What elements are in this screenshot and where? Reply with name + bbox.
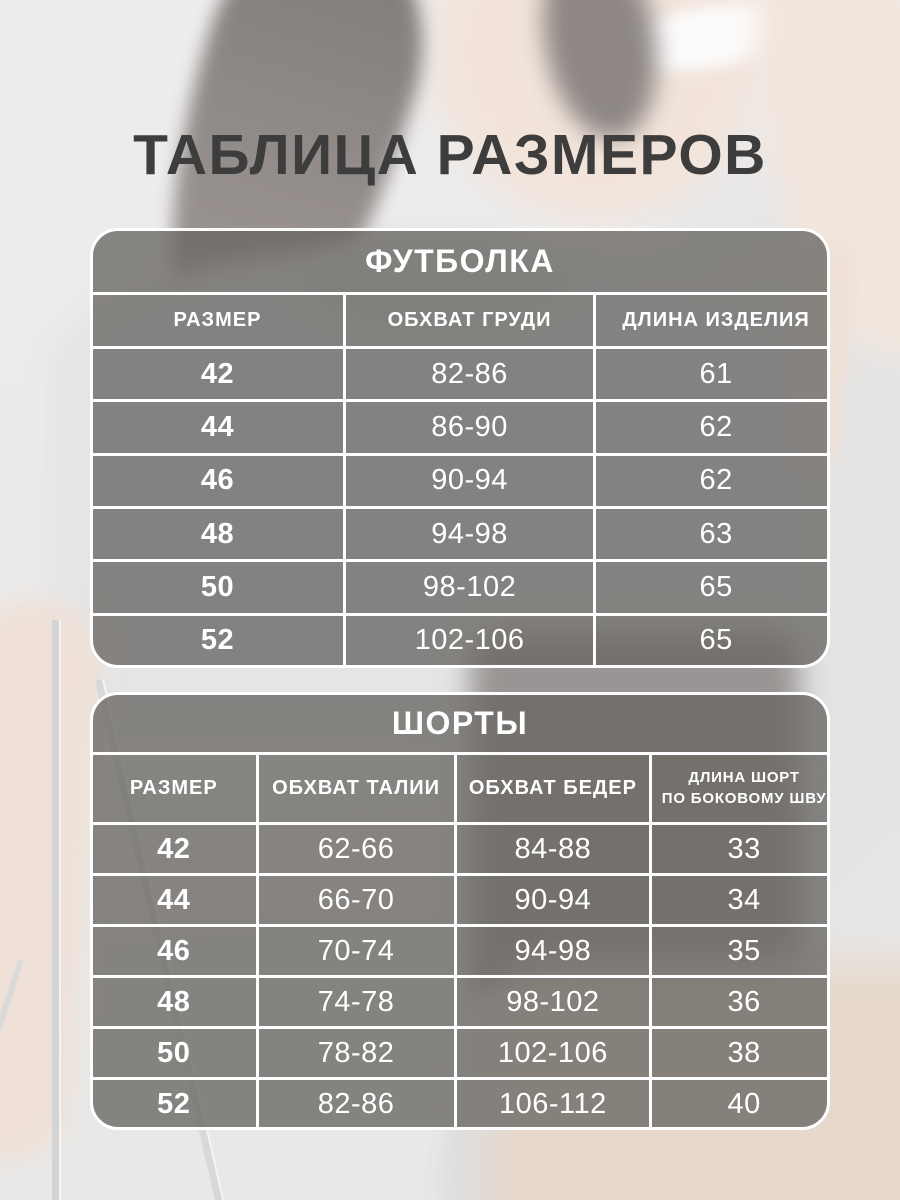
table-row — [91, 926, 831, 977]
column-header-hips: ОБХВАТ БЕДЕР — [455, 754, 651, 824]
table-row — [91, 454, 831, 507]
chest-cell: 82-86 — [344, 348, 594, 401]
hips-cell: 94-98 — [455, 926, 651, 977]
table-row — [91, 507, 831, 560]
table-row — [91, 401, 831, 454]
shorts-header-row — [91, 754, 831, 824]
column-header-length: ДЛИНА ИЗДЕЛИЯ — [595, 294, 830, 348]
side-seam-line1: ДЛИНА ШОРТ — [688, 769, 800, 787]
seam-length-cell: 36 — [651, 977, 830, 1028]
column-header-waist: ОБХВАТ ТАЛИИ — [257, 754, 455, 824]
table-row — [91, 977, 831, 1028]
size-cell: 48 — [91, 507, 345, 560]
page-title: ТАБЛИЦА РАЗМЕРОВ — [133, 123, 767, 188]
size-cell: 50 — [91, 561, 345, 614]
shorts-table-grid — [90, 752, 830, 1130]
table-row — [91, 348, 831, 401]
length-cell: 65 — [595, 614, 830, 667]
side-seam-line2: ПО БОКОВОМУ ШВУ — [661, 789, 827, 807]
tshirt-size-table — [90, 228, 830, 668]
table-row — [91, 1028, 831, 1079]
length-cell: 62 — [595, 401, 830, 454]
size-cell: 48 — [91, 977, 258, 1028]
table-row — [91, 614, 831, 667]
waist-cell: 78-82 — [257, 1028, 455, 1079]
hips-cell: 90-94 — [455, 875, 651, 926]
seam-length-cell: 33 — [651, 824, 830, 875]
chest-cell: 98-102 — [344, 561, 594, 614]
column-header-size: РАЗМЕР — [91, 294, 345, 348]
table-row — [91, 561, 831, 614]
length-cell: 61 — [595, 348, 830, 401]
tshirt-table-title: ФУТБОЛКА — [365, 243, 555, 279]
waist-cell: 74-78 — [257, 977, 455, 1028]
size-cell: 42 — [91, 348, 345, 401]
size-cell: 44 — [91, 401, 345, 454]
chest-cell: 90-94 — [344, 454, 594, 507]
table-row — [91, 875, 831, 926]
hips-cell: 102-106 — [455, 1028, 651, 1079]
length-cell: 65 — [595, 561, 830, 614]
length-cell: 62 — [595, 454, 830, 507]
hips-cell: 84-88 — [455, 824, 651, 875]
size-cell: 46 — [91, 926, 258, 977]
seam-length-cell: 40 — [651, 1079, 830, 1130]
seam-length-cell: 38 — [651, 1028, 830, 1079]
tshirt-header-row — [91, 294, 831, 348]
size-cell: 42 — [91, 824, 258, 875]
seam-length-cell: 34 — [651, 875, 830, 926]
chest-cell: 102-106 — [344, 614, 594, 667]
tshirt-table-grid — [90, 292, 830, 668]
chest-cell: 94-98 — [344, 507, 594, 560]
table-row — [91, 1079, 831, 1130]
table-row — [91, 824, 831, 875]
shorts-table-title: ШОРТЫ — [391, 705, 529, 741]
waist-cell: 70-74 — [257, 926, 455, 977]
column-header-chest: ОБХВАТ ГРУДИ — [344, 294, 594, 348]
seam-length-cell: 35 — [651, 926, 830, 977]
size-cell: 52 — [91, 614, 345, 667]
size-cell: 44 — [91, 875, 258, 926]
length-cell: 63 — [595, 507, 830, 560]
shorts-size-table — [90, 692, 830, 1130]
waist-cell: 66-70 — [257, 875, 455, 926]
size-cell: 50 — [91, 1028, 258, 1079]
chest-cell: 86-90 — [344, 401, 594, 454]
hips-cell: 98-102 — [455, 977, 651, 1028]
size-cell: 52 — [91, 1079, 258, 1130]
hips-cell: 106-112 — [455, 1079, 651, 1130]
column-header-size: РАЗМЕР — [91, 754, 258, 824]
waist-cell: 62-66 — [257, 824, 455, 875]
size-cell: 46 — [91, 454, 345, 507]
column-header-side-seam — [651, 754, 830, 824]
waist-cell: 82-86 — [257, 1079, 455, 1130]
